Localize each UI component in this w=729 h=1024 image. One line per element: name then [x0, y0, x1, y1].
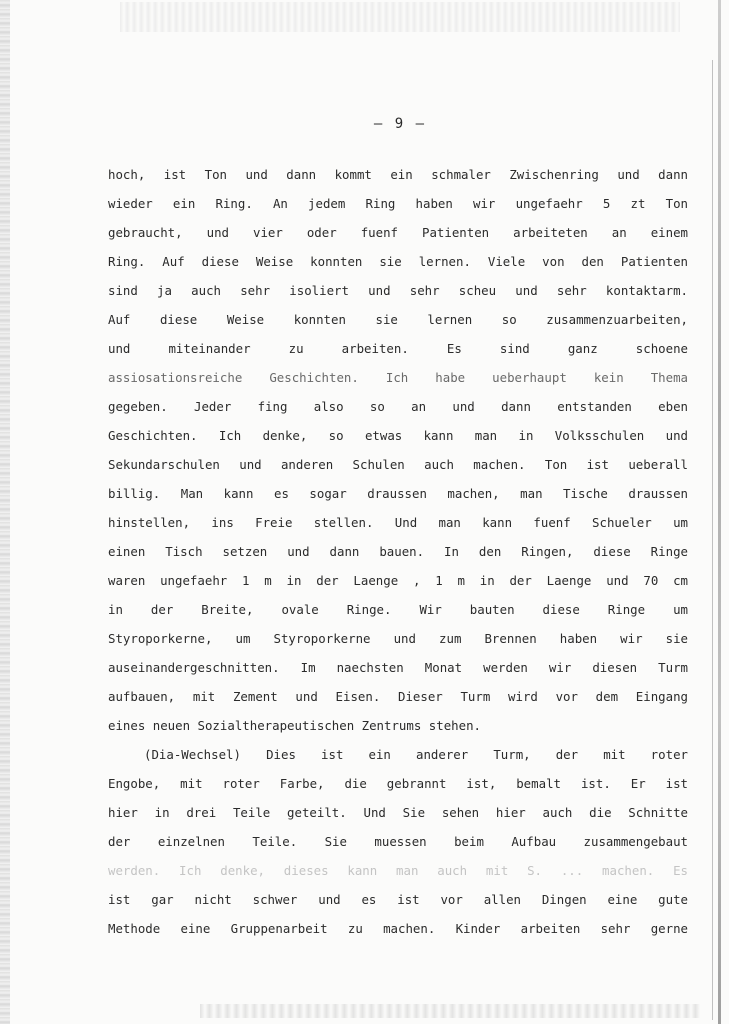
text-line: hier in drei Teile geteilt. Und Sie sehen hier auch die Schnitte	[108, 805, 688, 820]
text-line: Engobe, mit roter Farbe, die gebrannt ist, bemalt ist. Er ist	[108, 776, 688, 791]
text-line: einen Tisch setzen und dann bauen. In den Ringen, diese Ringe	[108, 544, 688, 559]
scan-edge-right	[718, 0, 721, 1024]
text-line: billig. Man kann es sogar draussen machen, man Tische draussen	[108, 486, 688, 501]
text-line: und miteinander zu arbeiten. Es sind ganz schoene	[108, 341, 688, 356]
text-line: der einzelnen Teile. Sie muessen beim Aufbau zusammengebaut	[108, 834, 688, 849]
text-line: Geschichten. Ich denke, so etwas kann man in Volksschulen und	[108, 428, 688, 443]
text-line: gegeben. Jeder fing also so an und dann entstanden eben	[108, 399, 688, 414]
text-line: in der Breite, ovale Ringe. Wir bauten diese Ringe um	[108, 602, 688, 617]
scan-noise-top	[120, 2, 680, 32]
body-text	[108, 160, 688, 943]
text-line: sind ja auch sehr isoliert und sehr scheu und sehr kontaktarm.	[108, 283, 688, 298]
text-line: Styroporkerne, um Styroporkerne und zum Brennen haben wir sie	[108, 631, 688, 646]
text-line-faded: werden. Ich denke, dieses kann man auch mit S. ... machen. Es	[108, 863, 688, 878]
text-line: hinstellen, ins Freie stellen. Und man kann fuenf Schueler um	[108, 515, 688, 530]
text-line: Sekundarschulen und anderen Schulen auch machen. Ton ist ueberall	[108, 457, 688, 472]
text-line: ist gar nicht schwer und es ist vor allen Dingen eine gute	[108, 892, 688, 907]
text-line: assiosationsreiche Geschichten. Ich habe ueberhaupt kein Thema	[108, 370, 688, 385]
text-line: wieder ein Ring. An jedem Ring haben wir ungefaehr 5 zt Ton	[108, 196, 688, 211]
text-line: (Dia-Wechsel) Dies ist ein anderer Turm, der mit roter	[144, 747, 688, 762]
text-line: Methode eine Gruppenarbeit zu machen. Kinder arbeiten sehr gerne	[108, 921, 688, 936]
text-line: waren ungefaehr 1 m in der Laenge , 1 m in der Laenge und 70 cm	[108, 573, 688, 588]
scan-noise-bottom	[200, 1004, 700, 1018]
page-number: – 9 –	[373, 116, 427, 132]
text-line: gebraucht, und vier oder fuenf Patienten arbeiteten an einem	[108, 225, 688, 240]
text-line: hoch, ist Ton und dann kommt ein schmaler Zwischenring und dann	[108, 167, 688, 182]
text-line: aufbauen, mit Zement und Eisen. Dieser Turm wird vor dem Eingang	[108, 689, 688, 704]
text-line: Ring. Auf diese Weise konnten sie lernen. Viele von den Patienten	[108, 254, 688, 269]
scan-edge-right-line	[712, 60, 713, 1020]
text-line: Auf diese Weise konnten sie lernen so zusammenzuarbeiten,	[108, 312, 688, 327]
text-line: eines neuen Sozialtherapeutischen Zentrums stehen.	[108, 718, 481, 733]
text-line: auseinandergeschnitten. Im naechsten Monat werden wir diesen Turm	[108, 660, 688, 675]
scan-edge-left	[0, 0, 10, 1024]
